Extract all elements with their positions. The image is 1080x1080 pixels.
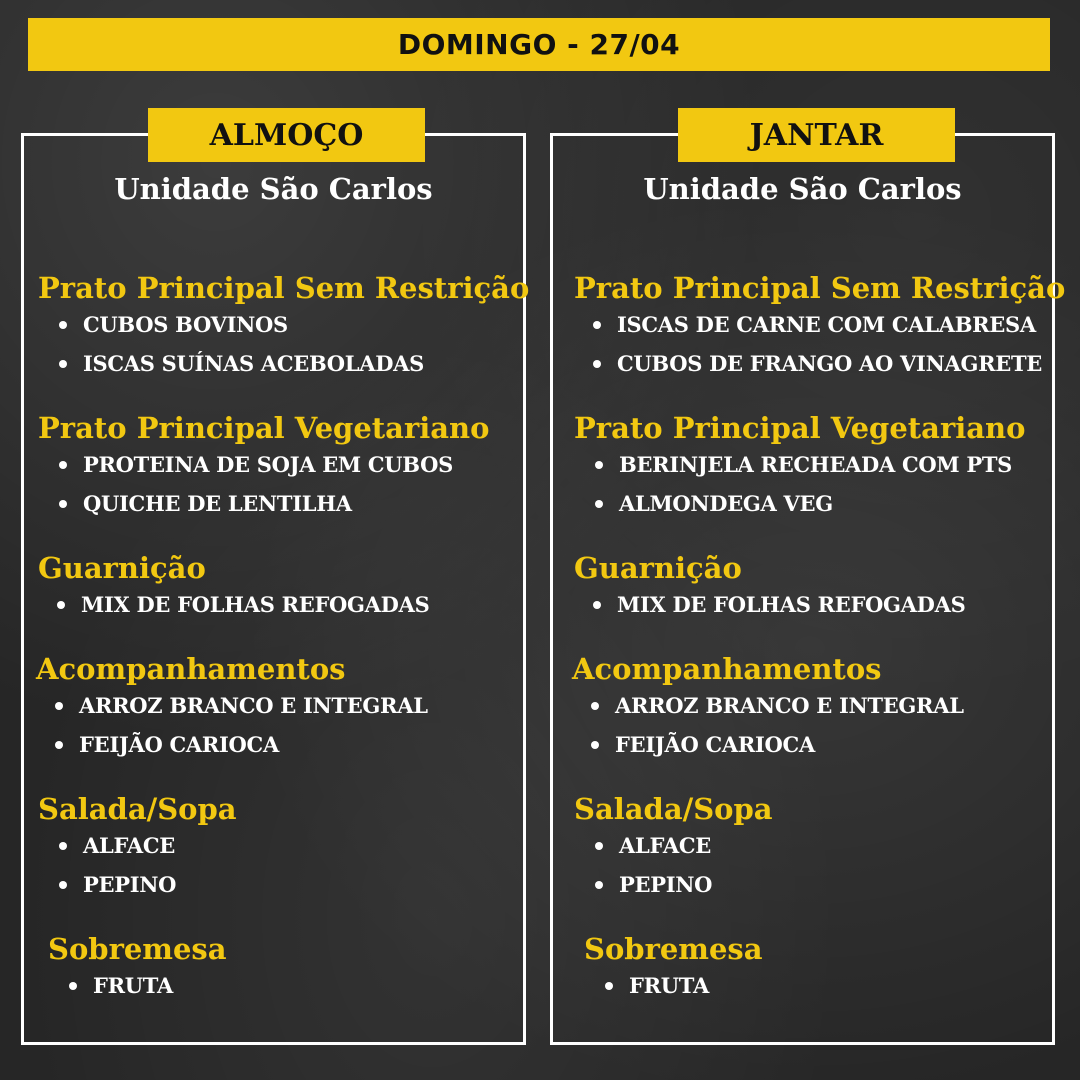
menu-item: PEPINO bbox=[574, 865, 1042, 904]
menu-item: CUBOS BOVINOS bbox=[38, 305, 513, 344]
lunch-tab-label: ALMOÇO bbox=[209, 117, 364, 153]
menu-item: MIX DE FOLHAS REFOGADAS bbox=[38, 585, 513, 624]
menu-item: FRUTA bbox=[48, 966, 513, 1005]
section-title: Acompanhamentos bbox=[36, 652, 346, 686]
menu-item: QUICHE DE LENTILHA bbox=[38, 484, 513, 523]
menu-item: CUBOS DE FRANGO AO VINAGRETE bbox=[574, 344, 1042, 383]
dinner-unit-title: Unidade São Carlos bbox=[643, 172, 962, 206]
section-title: Salada/Sopa bbox=[574, 792, 773, 826]
dinner-section-accompaniments bbox=[572, 652, 1042, 764]
menu-item: PEPINO bbox=[38, 865, 513, 904]
menu-item: MIX DE FOLHAS REFOGADAS bbox=[574, 585, 1042, 624]
menu-item: ISCAS DE CARNE COM CALABRESA bbox=[574, 305, 1042, 344]
dinner-section-main bbox=[574, 271, 1066, 383]
menu-item: ARROZ BRANCO E INTEGRAL bbox=[36, 686, 513, 725]
section-title: Salada/Sopa bbox=[38, 792, 237, 826]
section-title: Prato Principal Sem Restrição bbox=[38, 271, 530, 305]
menu-item: ARROZ BRANCO E INTEGRAL bbox=[572, 686, 1042, 725]
date-banner bbox=[28, 18, 1050, 71]
menu-item: FEIJÃO CARIOCA bbox=[572, 725, 1042, 764]
section-title: Sobremesa bbox=[584, 932, 763, 966]
section-title: Guarnição bbox=[574, 551, 742, 585]
menu-item: ALFACE bbox=[574, 826, 1042, 865]
section-title: Guarnição bbox=[38, 551, 206, 585]
section-title: Sobremesa bbox=[48, 932, 227, 966]
section-title: Acompanhamentos bbox=[572, 652, 882, 686]
lunch-tab bbox=[148, 108, 425, 162]
lunch-panel bbox=[21, 117, 530, 1045]
section-title: Prato Principal Vegetariano bbox=[38, 411, 490, 445]
lunch-unit-title: Unidade São Carlos bbox=[114, 172, 433, 206]
lunch-section-main bbox=[38, 271, 530, 383]
menu-item: FRUTA bbox=[584, 966, 1042, 1005]
lunch-section-veg bbox=[38, 411, 513, 523]
lunch-section-accompaniments bbox=[36, 652, 513, 764]
dinner-section-veg bbox=[574, 411, 1042, 523]
lunch-section-side bbox=[38, 551, 513, 624]
menu-item: ISCAS SUÍNAS ACEBOLADAS bbox=[38, 344, 513, 383]
date-title: DOMINGO - 27/04 bbox=[397, 28, 681, 61]
menu-item: FEIJÃO CARIOCA bbox=[36, 725, 513, 764]
menu-item: PROTEINA DE SOJA EM CUBOS bbox=[38, 445, 513, 484]
lunch-section-dessert bbox=[48, 932, 513, 1005]
dinner-section-dessert bbox=[584, 932, 1042, 1005]
lunch-section-salad bbox=[38, 792, 513, 904]
menu-item: BERINJELA RECHEADA COM PTS bbox=[574, 445, 1042, 484]
section-title: Prato Principal Sem Restrição bbox=[574, 271, 1066, 305]
dinner-section-salad bbox=[574, 792, 1042, 904]
dinner-panel bbox=[550, 117, 1066, 1045]
menu-item: ALMONDEGA VEG bbox=[574, 484, 1042, 523]
dinner-tab bbox=[678, 108, 955, 162]
dinner-section-side bbox=[574, 551, 1042, 624]
dinner-tab-label: JANTAR bbox=[749, 117, 884, 153]
section-title: Prato Principal Vegetariano bbox=[574, 411, 1026, 445]
menu-item: ALFACE bbox=[38, 826, 513, 865]
